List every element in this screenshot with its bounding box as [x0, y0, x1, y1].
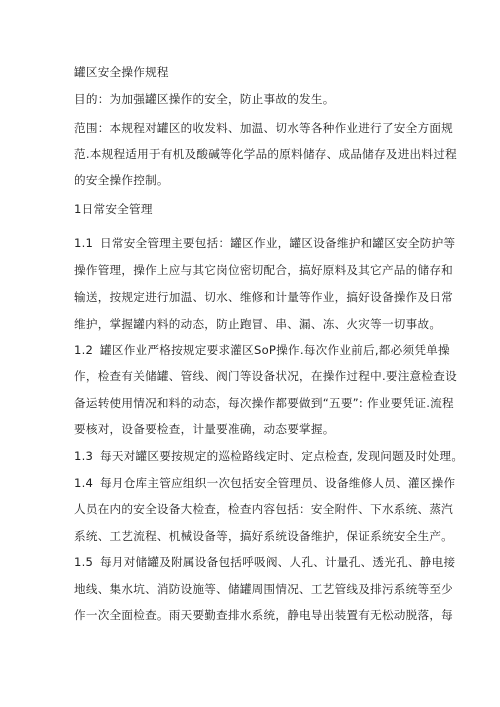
item-line: 输送，按规定进行加温、切水、维修和计量等作业，搞好设备操作及日常: [74, 290, 454, 304]
item-number: 1.4: [74, 476, 94, 490]
item-text: 每月仓库主管应组织一次包括安全管理员、设备维修人员、灌区操作: [100, 476, 456, 490]
item-line: 人员在内的安全设备大检查，检查内容包括：安全附件、下水系统、蒸汽: [74, 502, 454, 516]
item-first-line: [74, 475, 456, 491]
item-number: 1.3: [74, 449, 94, 463]
item-line: 备运转使用情况和料的动态，每次操作都要做到“五要”: 作业要凭证.流程: [74, 396, 454, 410]
purpose-text: 目的：为加强罐区操作的安全，防止事故的发生。: [74, 92, 335, 106]
scope-line: 范.本规程适用于有机及酸碱等化学品的原料储存、成品储存及进出料过程: [74, 147, 457, 161]
item-line: 作，检查有关储罐、管线、阀门等设备状况，在操作过程中.要注意检查设: [74, 369, 457, 383]
item-first-line: [74, 554, 456, 570]
item-text: 罐区作业严格按规定要求灌区SoP操作.每次作业前后,都必须凭单操: [100, 343, 450, 357]
item-number: 1.1: [74, 236, 94, 250]
item-line: 维护，掌握罐内料的动态，防止跑冒、串、漏、冻、火灾等一切事故。: [74, 317, 442, 331]
item-line: 系统、工艺流程、机械设备等，搞好系统设备维护，保证系统安全生产。: [74, 529, 454, 543]
section-title: 1日常安全管理: [74, 202, 153, 216]
item-first-line: [74, 235, 456, 251]
item-line: 地线、集水坑、消防设施等、储罐周围情况、工艺管线及排污系统等至少: [74, 582, 454, 596]
item-line: 操作管理，操作上应与其它岗位密切配合，搞好原料及其它产品的储存和: [74, 263, 454, 277]
scope-line: 的安全操作控制。: [74, 173, 169, 187]
item-line: 作一次全面检查。雨天要勤查排水系统，静电导出装置有无松动脱落，每: [74, 608, 454, 622]
item-text: 每月对储罐及附属设备包括呼吸阀、人孔、计量孔、透光孔、静电接: [100, 555, 456, 569]
item-number: 1.2: [74, 343, 94, 357]
scope-line: 范围：本规程对罐区的收发料、加温、切水等各种作业进行了安全方面规: [74, 121, 454, 135]
document-title: 罐区安全操作规程: [74, 65, 169, 79]
item-first-line: [74, 342, 450, 358]
item-first-line: [74, 448, 464, 464]
item-text: 日常安全管理主要包括：罐区作业，罐区设备维护和罐区安全防护等: [100, 236, 456, 250]
item-number: 1.5: [74, 555, 94, 569]
item-text: 每天对罐区要按规定的巡检路线定时、定点检查, 发现问题及时处理。: [100, 449, 464, 463]
item-line: 要核对，设备要检查，计量要准确，动态要掌握。: [74, 422, 335, 436]
